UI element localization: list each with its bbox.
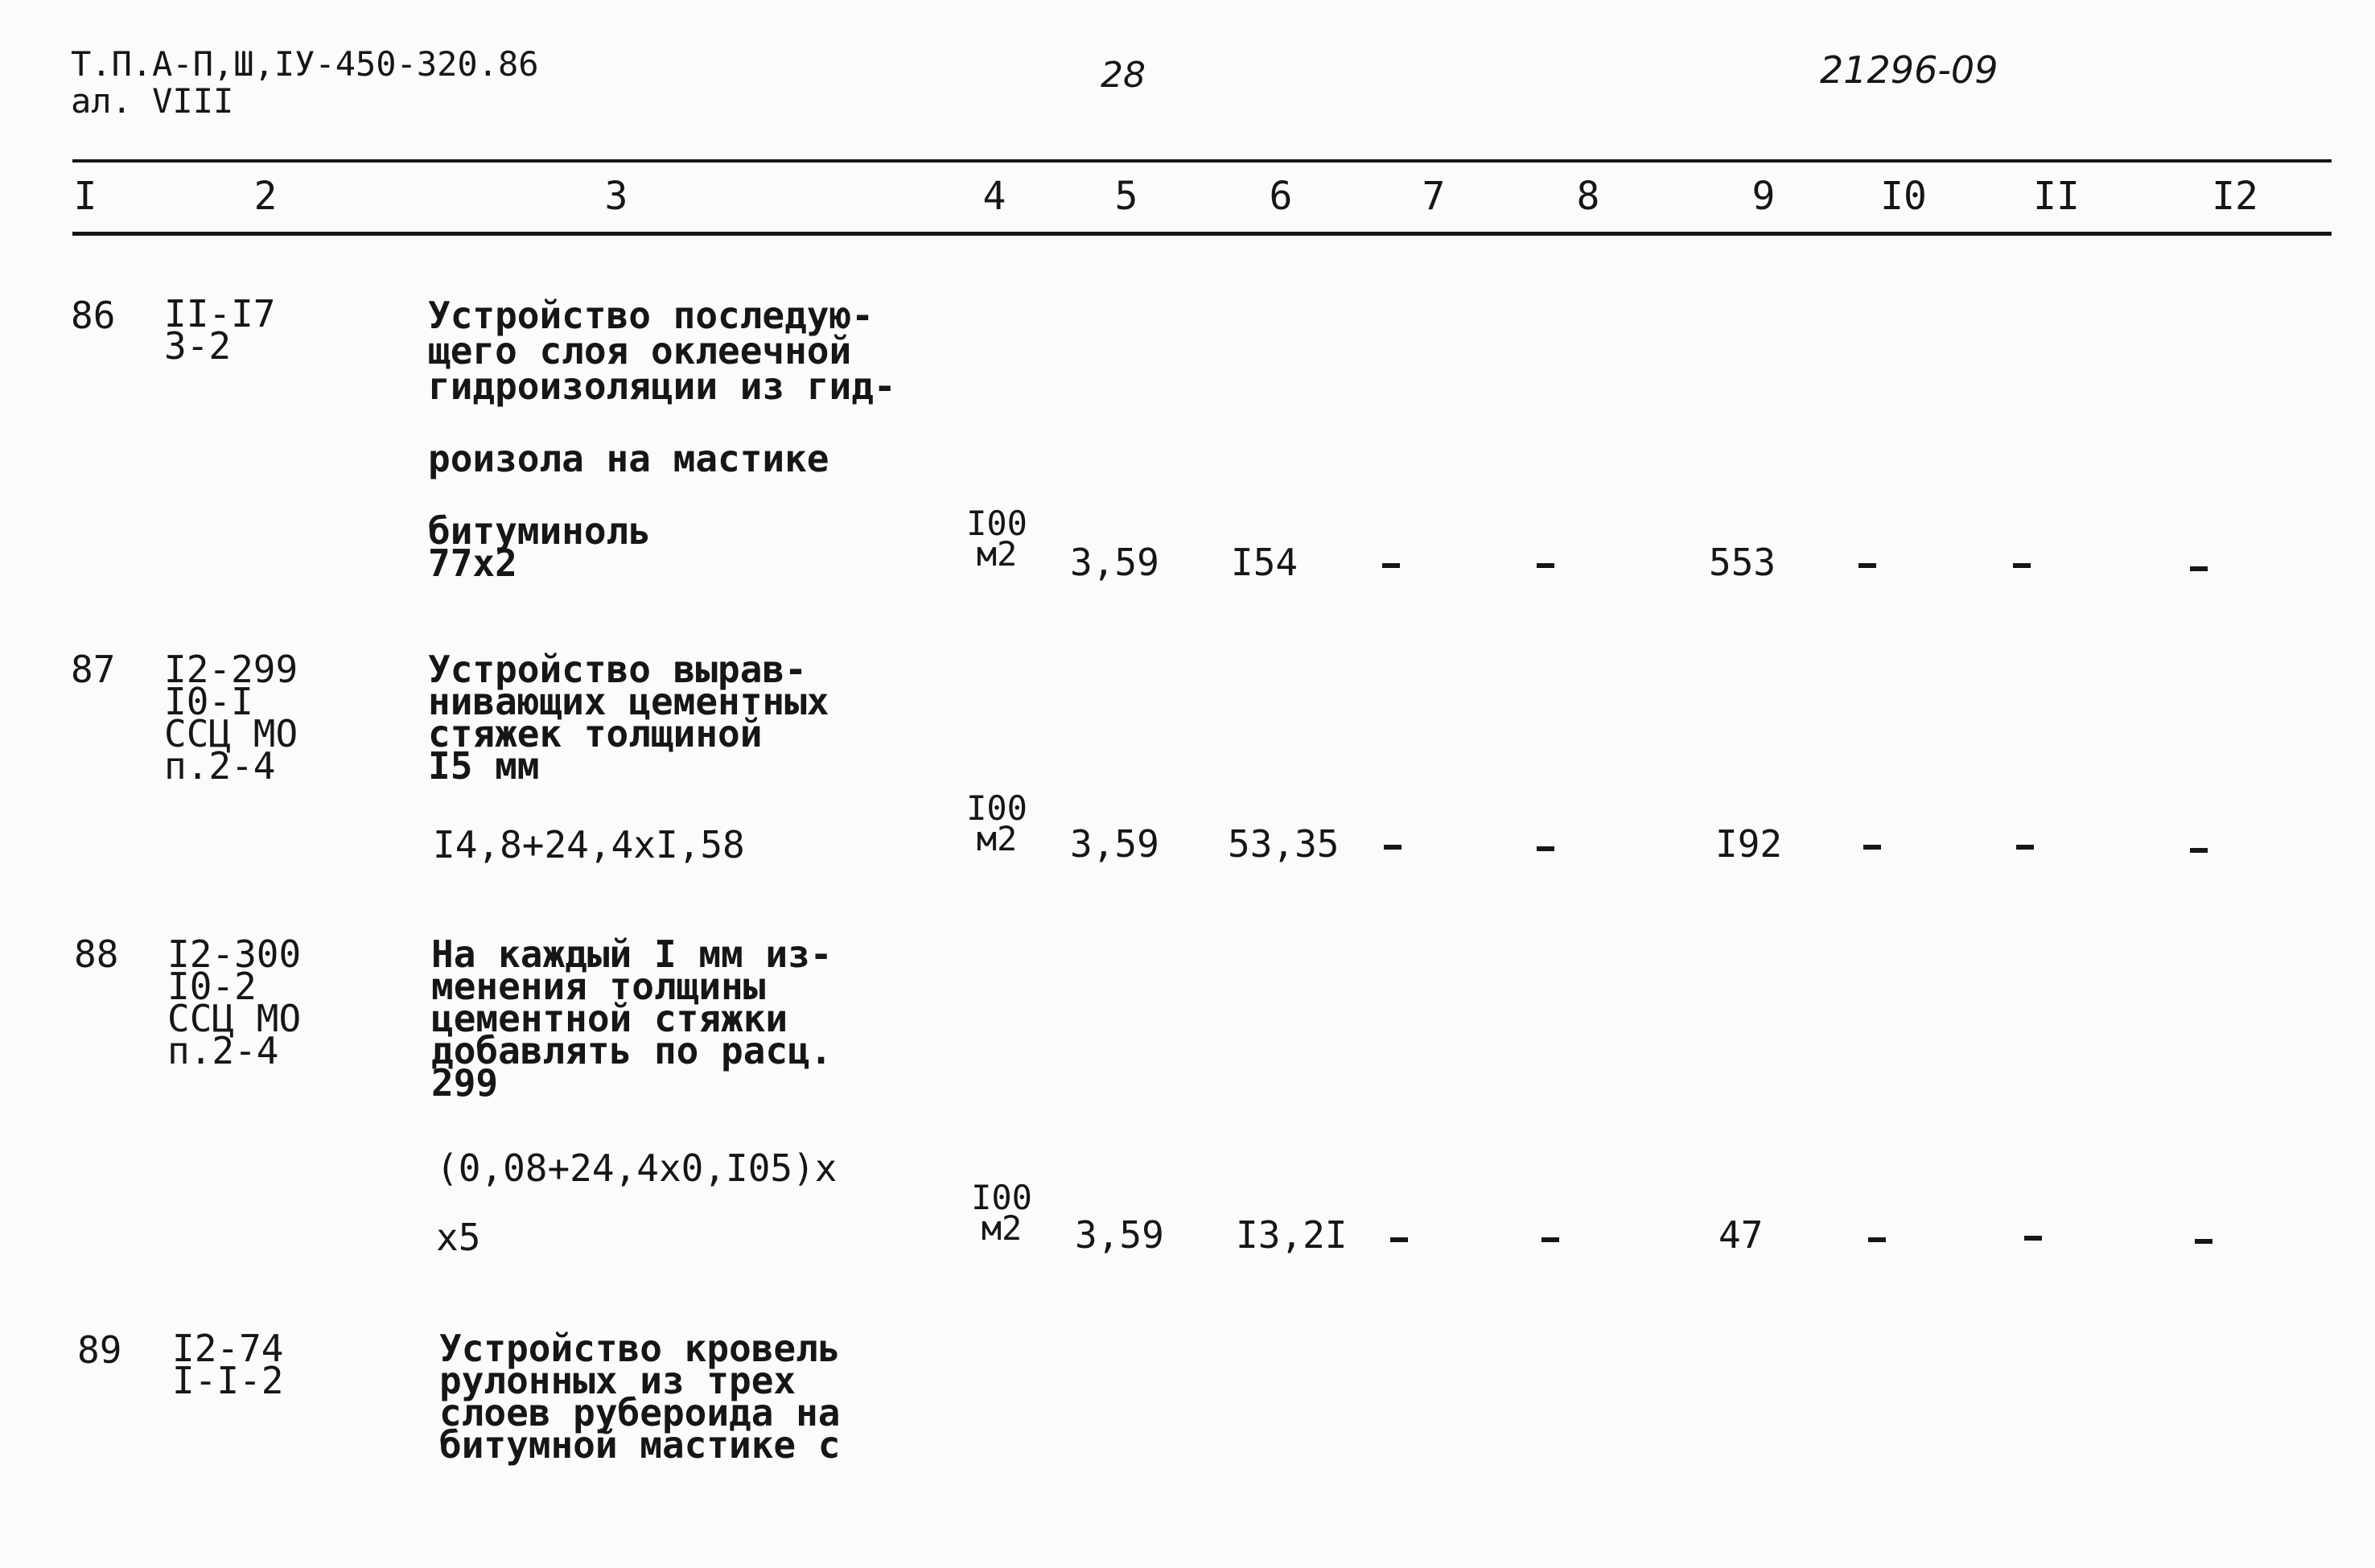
row-col9: I92	[1715, 822, 1783, 866]
row-col5: 3,59	[1070, 541, 1159, 584]
row-formula: I4,8+24,4хI,58	[433, 823, 745, 866]
row-number: 88	[74, 932, 119, 976]
row-code: I2-299 I0-I ССЦ МО п.2-4	[164, 648, 298, 788]
column-header: 6	[1269, 174, 1293, 219]
row-col12-dash	[2190, 566, 2208, 571]
column-header: 8	[1576, 174, 1600, 219]
row-number: 87	[71, 648, 116, 691]
document-number: 21296-09	[1820, 48, 1998, 92]
row-formula-cont: х5	[436, 1216, 481, 1259]
row-formula: (0,08+24,4х0,I05)х	[436, 1146, 838, 1190]
row-col6: 53,35	[1228, 822, 1340, 866]
row-formula: битуминоль 77х2	[428, 509, 651, 585]
row-col6: I54	[1231, 541, 1299, 584]
column-header: I2	[2212, 174, 2258, 219]
row-unit: I00 м2	[966, 504, 1027, 574]
column-header: 3	[604, 174, 628, 219]
row-description: На каждый I мм из- менения толщины цементной стяжки добавлять по расц. 299	[431, 932, 833, 1105]
page-number: 28	[1101, 55, 1146, 96]
row-code: I2-74 I-I-2	[172, 1327, 284, 1402]
row-col7-dash	[1382, 563, 1400, 568]
row-description: Устройство кровель рулонных из трех слоев рубероида на битумной мастике с	[439, 1327, 841, 1467]
row-col11-dash	[2013, 563, 2031, 568]
column-header: I0	[1880, 174, 1927, 219]
row-col12-dash	[2195, 1239, 2212, 1244]
row-description: Устройство вырав- нивающих цементных стяжек толщиной I5 мм	[428, 648, 829, 788]
column-header: II	[2033, 174, 2080, 219]
column-header: 9	[1751, 174, 1776, 219]
row-col8-dash	[1541, 1237, 1559, 1242]
row-col10-dash	[1868, 1237, 1886, 1242]
column-header: 2	[253, 174, 278, 219]
sheet-label: ал. VIII	[71, 81, 234, 121]
row-col8-dash	[1537, 563, 1554, 568]
row-col5: 3,59	[1070, 822, 1159, 866]
row-col10-dash	[1863, 845, 1881, 850]
table-header-rule	[72, 232, 2332, 236]
column-header: I	[73, 174, 97, 219]
row-col11-dash	[2024, 1236, 2042, 1241]
column-header: 4	[982, 174, 1006, 219]
row-number: 89	[77, 1328, 122, 1372]
row-col11-dash	[2016, 845, 2034, 850]
row-col9: 553	[1709, 541, 1776, 584]
column-header: 5	[1114, 174, 1138, 219]
row-col8-dash	[1537, 846, 1554, 851]
table-top-rule	[72, 159, 2332, 163]
row-col7-dash	[1384, 845, 1402, 850]
row-unit: I00 м2	[971, 1178, 1032, 1248]
row-code: II-I7 3-2	[164, 292, 276, 368]
document-code: Т.П.А-П,Ш,IУ-450-320.86	[71, 44, 539, 84]
row-col10-dash	[1858, 563, 1876, 568]
column-header: 7	[1422, 174, 1446, 219]
row-col7-dash	[1390, 1237, 1408, 1242]
row-number: 86	[71, 294, 116, 337]
row-description: Устройство последую- щего слоя оклеечной гидроизоляции из гид-	[428, 294, 896, 408]
row-description-cont: роизола на мастике	[428, 437, 829, 480]
row-col5: 3,59	[1075, 1213, 1164, 1257]
row-code: I2-300 I0-2 ССЦ МО п.2-4	[167, 932, 302, 1072]
row-unit: I00 м2	[966, 788, 1027, 858]
row-col12-dash	[2190, 848, 2208, 853]
row-col9: 47	[1718, 1213, 1764, 1257]
row-col6: I3,2I	[1236, 1213, 1348, 1257]
